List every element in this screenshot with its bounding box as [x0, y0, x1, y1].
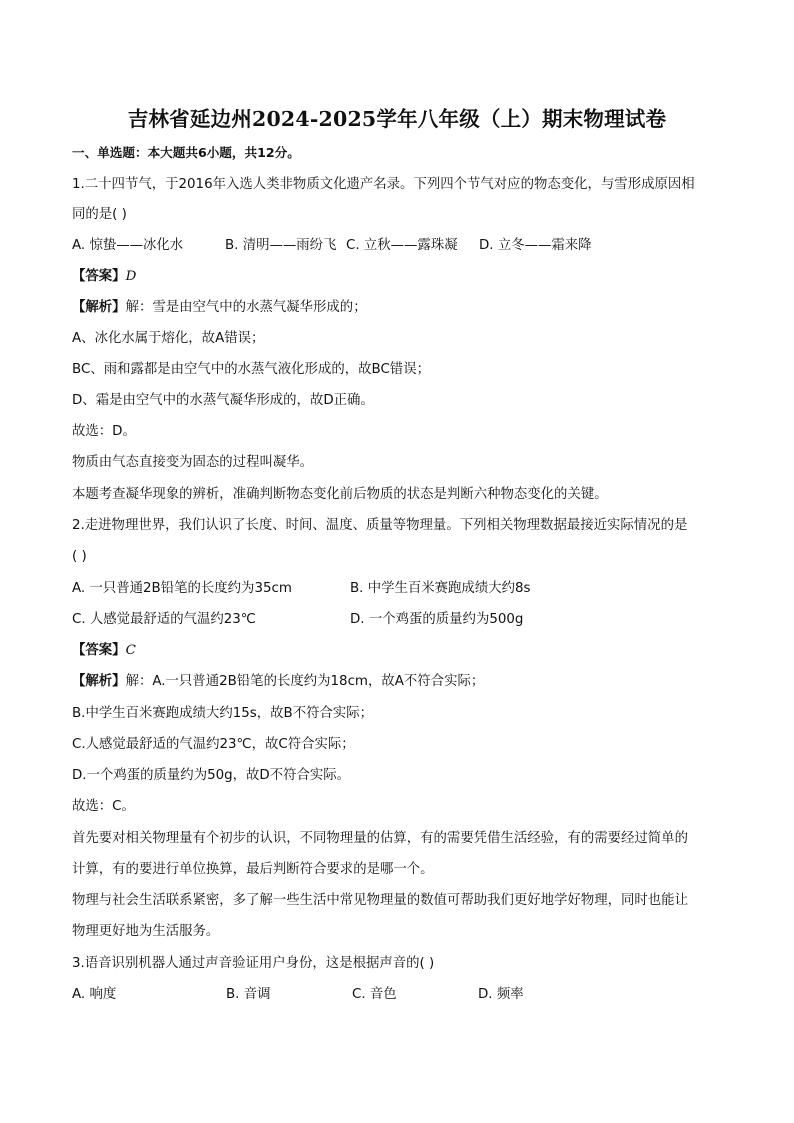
q1-option-c: C. 立秋——露珠凝 [346, 238, 458, 253]
q1-option-b: B. 清明——雨纷飞 [225, 238, 337, 253]
q1-stem-line2: 同的是( ) [72, 207, 127, 222]
analysis-tag: 【解析】 [72, 300, 126, 315]
section-heading: 一、单选题：本大题共6小题，共12分。 [72, 145, 300, 160]
q3-stem-line1: 3.语音识别机器人通过声音验证用户身份，这是根据声音的( ) [72, 956, 435, 971]
q2-analysis-line1 [72, 673, 484, 691]
q2-option-b: B. 中学生百米赛跑成绩大约8s [350, 581, 531, 596]
analysis-tag: 【解析】 [72, 674, 126, 689]
q2-answer [72, 642, 136, 660]
q1-analysis-line4: D、霜是由空气中的水蒸气凝华形成的，故D正确。 [72, 393, 374, 408]
q1-option-a: A. 惊蛰——冰化水 [72, 238, 184, 253]
page-title: 吉林省延边州2024-2025学年八年级（上）期末物理试卷 [127, 107, 667, 131]
q2-option-c: C. 人感觉最舒适的气温约23℃ [72, 612, 256, 627]
q2-analysis-line6: 首先要对相关物理量有个初步的认识，不同物理量的估算，有的需要凭借生活经验，有的需要经过简单的 [72, 831, 688, 846]
q1-analysis-line7: 本题考查凝华现象的辨析，准确判断物态变化前后物质的状态是判断六种物态变化的关键。 [72, 487, 608, 502]
q2-option-a: A. 一只普通2B铅笔的长度约为35cm [72, 581, 292, 596]
q2-option-d: D. 一个鸡蛋的质量约为500g [350, 612, 524, 627]
q3-option-c: C. 音色 [352, 987, 397, 1002]
q3-option-b: B. 音调 [226, 987, 271, 1002]
q1-answer [72, 268, 136, 286]
q2-analysis-line7: 计算，有的要进行单位换算，最后判断符合要求的是哪一个。 [72, 862, 434, 877]
q2-analysis-line9: 物理更好地为生活服务。 [72, 924, 220, 939]
q1-analysis-line3: BC、雨和露都是由空气中的水蒸气液化形成的，故BC错误； [72, 362, 430, 377]
answer-tag: 【答案】 [72, 643, 126, 658]
q1-analysis-line6: 物质由气态直接变为固态的过程叫凝华。 [72, 455, 314, 470]
q1-stem-line1: 1.二十四节气，于2016年入选人类非物质文化遗产名录。下列四个节气对应的物态变化，与雪形成原因相 [72, 177, 695, 192]
q1-option-d: D. 立冬——霜来降 [479, 238, 592, 253]
q3-option-a: A. 响度 [72, 987, 117, 1002]
q3-option-d: D. 频率 [478, 987, 524, 1002]
q2-answer-value: C [125, 643, 136, 658]
q2-stem-line2: ( ) [72, 549, 87, 564]
q2-stem-line1: 2.走进物理世界，我们认识了长度、时间、温度、质量等物理量。下列相关物理数据最接近实际情况的是 [72, 518, 688, 533]
q2-analysis-line5: 故选：C。 [72, 799, 135, 814]
q1-answer-value: D [125, 269, 137, 284]
q1-analysis-line5: 故选：D。 [72, 424, 136, 439]
q2-analysis-line2: B.中学生百米赛跑成绩大约15s，故B不符合实际； [72, 706, 374, 721]
q2-analysis-line3: C.人感觉最舒适的气温约23℃，故C符合实际； [72, 737, 355, 752]
q1-analysis-line1 [72, 299, 367, 317]
q1-analysis-text: 解：雪是由空气中的水蒸气凝华形成的； [125, 300, 367, 315]
answer-tag: 【答案】 [72, 269, 126, 284]
q2-analysis-line8: 物理与社会生活联系紧密，多了解一些生活中常见物理量的数值可帮助我们更好地学好物理，同时也能让 [72, 893, 688, 908]
q2-analysis-text: 解：A.一只普通2B铅笔的长度约为18cm，故A不符合实际； [125, 674, 485, 689]
q1-analysis-line2: A、冰化水属于熔化，故A错误； [72, 331, 265, 346]
q2-analysis-line4: D.一个鸡蛋的质量约为50g，故D不符合实际。 [72, 768, 351, 783]
